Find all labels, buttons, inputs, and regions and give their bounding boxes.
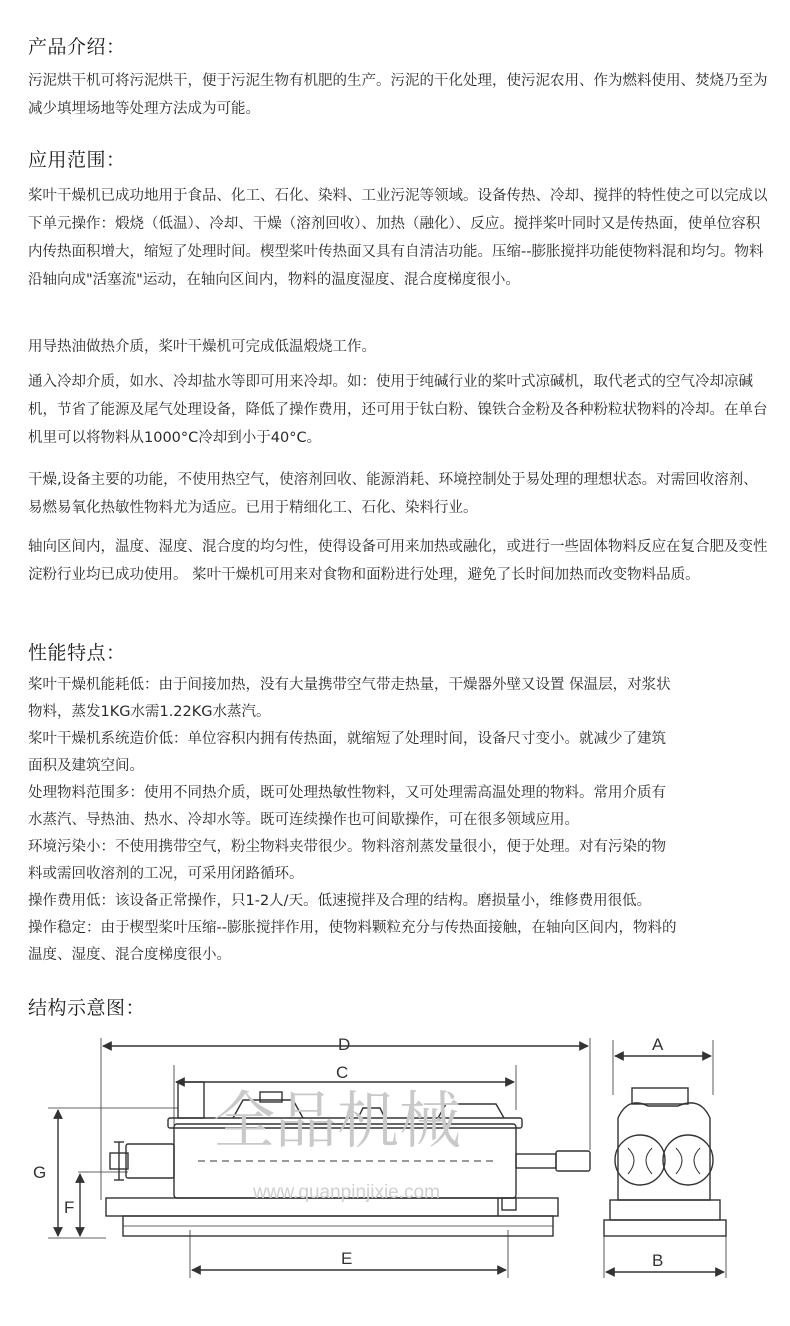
application-paragraph-1: 桨叶干燥机已成功地用于食品、化工、石化、染料、工业污泥等领域。设备传热、冷却、搅拌的特性使之可以完成以下单元操作：煅烧（低温）、冷却、干燥（溶剂回收）、加热（融化）、反应。搅拌桨叶同时又是传热面，使单位容积内传热面积增大，缩短了处理时间。楔型桨叶传热面又具有自清洁功能。压缩--膨胀搅拌功能使物料混和均匀。物料沿轴向成"活塞流"运动，在轴向区间内，物料的温度湿度、混合度梯度很小。: [28, 188, 768, 288]
feature-line: 水蒸汽、导热油、热水、冷却水等。既可连续操作也可间歇操作，可在很多领域应用。: [28, 812, 579, 828]
structure-diagram: [28, 1020, 790, 1320]
dimension-label-a: A: [652, 1035, 664, 1054]
application-paragraph-3: 通入冷却介质，如水、冷却盐水等即可用来冷却。如：使用于纯碱行业的桨叶式凉碱机，取代老式的空气冷却凉碱机，节省了能源及尾气处理设备，降低了操作费用，还可用于钛白粉、镍铁合金粉及各种粉粒状物料的冷却。在单台机里可以将物料从1000°C冷却到小于40°C。: [28, 374, 768, 446]
feature-line: 温度、湿度、混合度梯度很小。: [28, 947, 231, 963]
dimension-label-g: G: [33, 1163, 47, 1182]
dimension-label-b: B: [652, 1251, 664, 1270]
intro-title: 产品介绍：: [28, 36, 126, 58]
intro-body: 污泥烘干机可将污泥烘干，便于污泥生物有机肥的生产。污泥的干化处理，使污泥农用、作为燃料使用、焚烧乃至为减少填埋场地等处理方法成为可能。: [28, 73, 768, 117]
feature-line: 料或需回收溶剂的工况，可采用闭路循环。: [28, 866, 304, 882]
diagram-title: 结构示意图：: [28, 997, 146, 1019]
dimension-label-e: E: [341, 1249, 353, 1268]
application-title: 应用范围：: [28, 149, 126, 171]
features-title: 性能特点：: [28, 642, 126, 664]
feature-line: 处理物料范围多：使用不同热介质，既可处理热敏性物料，又可处理需高温处理的物料。常用介质有: [28, 785, 666, 801]
dimension-label-d: D: [338, 1035, 351, 1054]
structure-diagram-svg: [28, 1020, 768, 1320]
feature-line: 操作稳定：由于楔型桨叶压缩--膨胀搅拌作用，使物料颗粒充分与传热面接触，在轴向区间内，物料的: [28, 920, 677, 936]
feature-line: 操作费用低：该设备正常操作，只1-2人/天。低速搅拌及合理的结构。磨损量小，维修费用很低。: [28, 893, 652, 909]
application-paragraph-5: 轴向区间内，温度、湿度、混合度的均匀性，使得设备可用来加热或融化，或进行一些固体物料反应在复合肥及变性淀粉行业均已成功使用。 桨叶干燥机可用来对食物和面粉进行处理，避免了长时间加热而改变物料品质。: [28, 539, 768, 583]
dimension-label-f: F: [64, 1198, 75, 1217]
feature-line: 环境污染小：不使用携带空气，粉尘物料夹带很少。物料溶剂蒸发量很小，便于处理。对有污染的物: [28, 839, 666, 855]
feature-line: 桨叶干燥机能耗低：由于间接加热，没有大量携带空气带走热量，干燥器外壁又设置 保温层，对浆状: [28, 677, 671, 693]
watermark-text: 全品机械: [213, 1084, 462, 1157]
features-list: [28, 672, 768, 969]
feature-line: 面积及建筑空间。: [28, 758, 144, 774]
dimension-label-c: C: [336, 1063, 349, 1082]
feature-line: 物料，蒸发1KG水需1.22KG水蒸汽。: [28, 704, 271, 720]
feature-line: 桨叶干燥机系统造价低：单位容积内拥有传热面，就缩短了处理时间，设备尺寸变小。就减少了建筑: [28, 731, 666, 747]
application-paragraph-2: 用导热油做热介质，桨叶干燥机可完成低温煅烧工作。: [28, 339, 376, 355]
application-paragraph-4: 干燥,设备主要的功能，不使用热空气，使溶剂回收、能源消耗、环境控制处于易处理的理想状态。对需回收溶剂、易燃易氧化热敏性物料尤为适应。已用于精细化工、石化、染料行业。: [28, 472, 758, 516]
watermark-url: www.quanpinjixie.com: [253, 1182, 440, 1203]
